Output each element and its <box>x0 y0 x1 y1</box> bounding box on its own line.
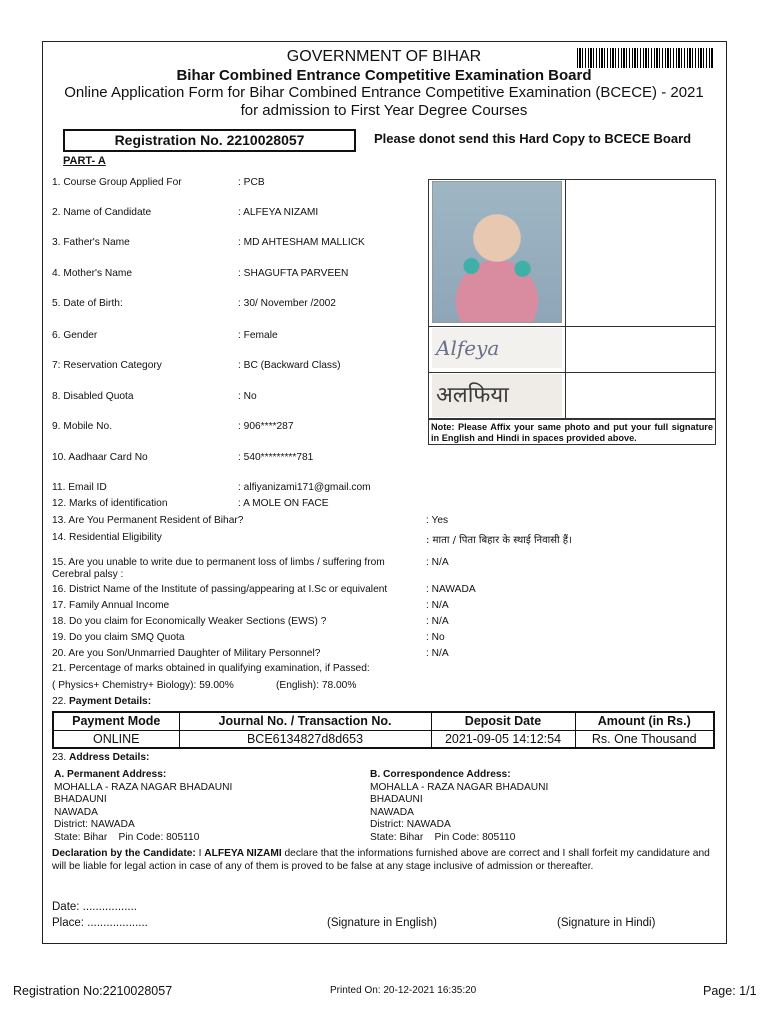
address-line: BHADAUNI <box>54 794 107 805</box>
place-line: Place: ................... <box>52 917 148 929</box>
table-header: Journal No. / Transaction No. <box>179 712 431 730</box>
field-label: 20. Are you Son/Unmarried Daughter of Military Personnel? <box>52 648 321 659</box>
field-value: : alfiyanizami171@gmail.com <box>238 482 371 493</box>
hindi-signature-image: अलफिया <box>432 374 562 417</box>
field-label: 19. Do you claim SMQ Quota <box>52 632 185 643</box>
field-value: : N/A <box>426 648 449 659</box>
field-value: : Yes <box>426 515 449 526</box>
signature-hindi-caption: (Signature in Hindi) <box>557 917 656 929</box>
table-row <box>53 730 714 748</box>
payment-label <box>52 696 151 707</box>
table-cell: ONLINE <box>53 730 179 748</box>
field-value: : 540*********781 <box>238 452 314 463</box>
field-label: 2. Name of Candidate <box>52 207 152 218</box>
payment-label-text: Payment Details: <box>69 696 152 707</box>
permanent-address-title: A. Permanent Address: <box>54 769 167 780</box>
declaration <box>52 847 717 873</box>
footer-page: Page: 1/1 <box>703 984 757 998</box>
field-value: : No <box>238 391 257 402</box>
field-value: : MD AHTESHAM MALLICK <box>238 237 365 248</box>
field-value: : A MOLE ON FACE <box>238 498 329 509</box>
field-value: : 30/ November /2002 <box>238 298 336 309</box>
address-line: State: Bihar Pin Code: 805110 <box>54 831 200 843</box>
marks-pcb: ( Physics+ Chemistry+ Biology): 59.00% <box>52 680 234 691</box>
field-label: 1. Course Group Applied For <box>52 177 182 188</box>
field-value: : PCB <box>238 177 265 188</box>
marks-english: (English): 78.00% <box>276 680 357 691</box>
declaration-pre-name: I <box>195 848 205 859</box>
declaration-name: ALFEYA NIZAMI <box>204 848 282 859</box>
address-line: District: NAWADA <box>370 819 451 830</box>
hard-copy-notice: Please donot send this Hard Copy to BCECE Board <box>374 131 692 146</box>
registration-number-box: Registration No. 2210028057 <box>63 129 356 152</box>
barcode <box>577 48 714 68</box>
address-line: BHADAUNI <box>370 794 423 805</box>
table-header-row <box>53 712 714 730</box>
address-label <box>52 752 149 763</box>
field-label: 8. Disabled Quota <box>52 391 134 402</box>
field-label-continued: Cerebral palsy : <box>52 569 124 580</box>
table-cell: BCE6134827d8d653 <box>179 730 431 748</box>
field-label: 9. Mobile No. <box>52 421 113 432</box>
declaration-text: declare that the informations furnished above are correct and I shall forfeit my candidature and will be liable for legal action in case of any of them is proved to be false at any stage inclusive of admission or thereafter. <box>52 848 710 872</box>
declaration-prefix: Declaration by the Candidate: <box>52 848 196 859</box>
address-line: State: Bihar Pin Code: 805110 <box>370 831 516 843</box>
field-label: 14. Residential Eligibility <box>52 532 162 543</box>
address-line: MOHALLA - RAZA NAGAR BHADAUNI <box>370 781 549 793</box>
table-header: Payment Mode <box>53 712 179 730</box>
part-a-label: PART- A <box>63 155 106 167</box>
field-label: 3. Father's Name <box>52 237 130 248</box>
table-header: Amount (in Rs.) <box>575 712 714 730</box>
english-signature-image: Alfeya <box>432 328 562 368</box>
address-line: MOHALLA - RAZA NAGAR BHADAUNI <box>54 781 233 793</box>
field-label: 6. Gender <box>52 330 98 341</box>
field-value: : 906****287 <box>238 421 294 432</box>
address-line: NAWADA <box>54 806 98 818</box>
board-heading: Bihar Combined Entrance Competitive Examination Board <box>176 67 592 84</box>
field-value: : NAWADA <box>426 584 476 595</box>
form-title: Online Application Form for Bihar Combined Entrance Competitive Examination (BCECE) - 2021 <box>64 84 704 101</box>
blank-cell <box>566 327 716 373</box>
field-value: : Female <box>238 330 278 341</box>
field-label: 16. District Name of the Institute of passing/appearing at I.Sc or equivalent <box>52 584 388 595</box>
table-cell: 2021-09-05 14:12:54 <box>431 730 575 748</box>
field-value: : No <box>426 632 445 643</box>
footer-registration: Registration No:2210028057 <box>13 984 173 998</box>
field-value: : ALFEYA NIZAMI <box>238 207 319 218</box>
candidate-photo <box>432 181 562 323</box>
field-label: 10. Aadhaar Card No <box>52 452 148 463</box>
marks-label: 21. Percentage of marks obtained in qualifying examination, if Passed: <box>52 663 370 674</box>
field-label: 4. Mother's Name <box>52 268 133 279</box>
field-label: 5. Date of Birth: <box>52 298 123 309</box>
field-value: : N/A <box>426 600 449 611</box>
address-label-text: Address Details: <box>69 752 150 763</box>
field-value: : N/A <box>426 616 449 627</box>
address-label-number: 23. <box>52 752 67 763</box>
correspondence-address-title: B. Correspondence Address: <box>370 769 511 780</box>
field-label: 17. Family Annual Income <box>52 600 170 611</box>
field-value: : N/A <box>426 557 449 568</box>
field-label: 7: Reservation Category <box>52 360 162 371</box>
field-value: : माता / पिता बिहार के स्थाई निवासी हैं। <box>426 535 572 546</box>
field-label: 18. Do you claim for Economically Weaker Sections (EWS) ? <box>52 616 327 627</box>
blank-cell <box>566 180 716 327</box>
signature-english-caption: (Signature in English) <box>327 917 437 929</box>
field-label: 12. Marks of identification <box>52 498 168 509</box>
blank-cell <box>566 373 716 419</box>
form-subtitle: for admission to First Year Degree Courses <box>240 102 528 119</box>
payment-label-number: 22. <box>52 696 67 707</box>
field-label: 13. Are You Permanent Resident of Bihar? <box>52 515 244 526</box>
field-value: : BC (Backward Class) <box>238 360 341 371</box>
address-line: District: NAWADA <box>54 819 135 830</box>
photo-note: Note: Please Affix your same photo and put your full signature in English and Hindi in spaces provided above. <box>428 419 716 445</box>
field-label: 11. Email ID <box>52 482 107 493</box>
table-cell: Rs. One Thousand <box>575 730 714 748</box>
government-heading: GOVERNMENT OF BIHAR <box>286 48 482 65</box>
field-value: : SHAGUFTA PARVEEN <box>238 268 349 279</box>
payment-table <box>52 711 715 749</box>
footer-printed-on: Printed On: 20-12-2021 16:35:20 <box>330 985 477 996</box>
table-header: Deposit Date <box>431 712 575 730</box>
date-line: Date: ................. <box>52 901 137 913</box>
address-line: NAWADA <box>370 806 414 818</box>
correspondence-address <box>370 769 670 844</box>
permanent-address <box>54 769 354 844</box>
field-label: 15. Are you unable to write due to permanent loss of limbs / suffering from <box>52 557 385 568</box>
